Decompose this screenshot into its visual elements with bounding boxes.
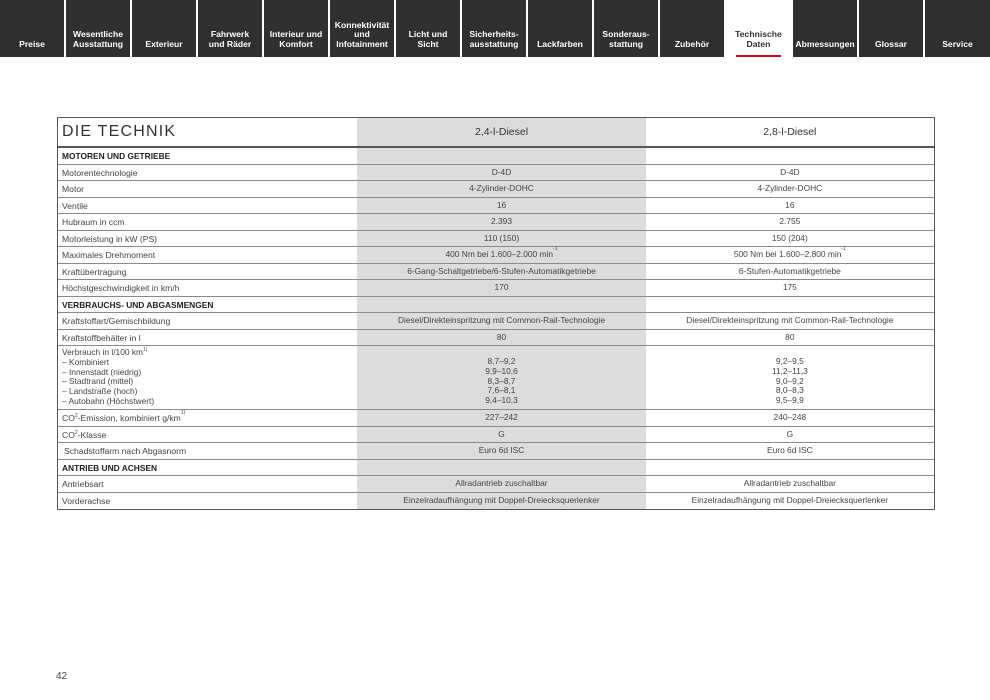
consumption-value: 8,7–9,2 xyxy=(487,356,516,366)
row-value-col1: 16 xyxy=(357,198,645,214)
table-row xyxy=(58,493,934,510)
consumption-value: 8,3–8,7 xyxy=(487,375,516,386)
nav-tab-zubehoer[interactable]: Zubehör xyxy=(660,0,726,57)
nav-tab-wesentliche-ausstattung[interactable]: Wesentliche Ausstattung xyxy=(66,0,132,57)
consumption-sublabel: – Stadtrand (mittel) xyxy=(62,376,134,387)
row-label: CO $^2$ -Emission, kombiniert g/km 1) xyxy=(62,410,186,423)
table-row xyxy=(58,264,934,281)
superscript: 1) xyxy=(143,347,148,354)
section-row xyxy=(58,148,934,165)
label-text: -Emission, kombiniert g/km xyxy=(77,413,181,423)
nav-tab-preise[interactable]: Preise xyxy=(0,0,66,57)
row-value-col2: 6-Stufen-Automatikgetriebe xyxy=(738,265,841,276)
section-fill xyxy=(357,460,645,476)
consumption-value: 11,2–11,3 xyxy=(771,365,808,376)
table-row xyxy=(58,313,934,330)
label-text: -Klasse xyxy=(77,429,107,440)
section-title-motoren: MOTOREN UND GETRIEBE xyxy=(62,151,171,161)
consumption-sublabel: – Landstraße (hoch) xyxy=(62,386,138,397)
row-value-col2: Diesel/Direkteinspritzung mit Common-Rail-Technologie xyxy=(686,315,894,325)
row-value-col1: 400 Nm bei 1.600–2.000 min -1 xyxy=(357,247,645,263)
table-row xyxy=(58,280,934,297)
label-text: CO xyxy=(62,429,75,440)
row-value-col1: 227–242 xyxy=(357,410,645,426)
consumption-value: 9,9–10,6 xyxy=(485,365,518,376)
label-text: Verbrauch in l/100 km xyxy=(62,347,144,357)
top-navigation xyxy=(0,0,990,57)
table-row xyxy=(58,165,934,182)
nav-tab-abmessungen[interactable]: Abmessungen xyxy=(793,0,859,57)
consumption-sublabel: – Kombiniert xyxy=(62,356,110,367)
page-number: 42 xyxy=(56,671,68,682)
consumption-sublabel: – Autobahn (Höchstwert) xyxy=(62,395,155,406)
row-value-col2: 4-Zylinder-DOHC xyxy=(757,183,823,193)
nav-tab-sicherheit[interactable]: Sicherheits- ausstattung xyxy=(462,0,528,57)
row-value-col1: 2.393 xyxy=(357,214,645,230)
section-fill xyxy=(646,460,934,476)
consumption-value: 9,0–9,2 xyxy=(775,375,804,386)
label-text: CO xyxy=(62,413,75,423)
table-row-consumption xyxy=(58,346,934,410)
row-value-col1: 80 xyxy=(357,330,645,346)
row-value-col2: 175 xyxy=(782,282,797,292)
consumption-sublabel: – Innenstadt (niedrig) xyxy=(62,366,142,377)
row-label: Hubraum in ccm xyxy=(62,217,125,227)
consumption-value: 9,2–9,5 xyxy=(775,356,804,366)
nav-tab-sonderausstattung[interactable]: Sonderaus- stattung xyxy=(594,0,660,57)
column-header-28-diesel: 2,8-l-Diesel xyxy=(763,126,817,138)
subscript: 2 xyxy=(74,413,78,419)
nav-tab-service[interactable]: Service xyxy=(925,0,990,57)
row-label xyxy=(58,346,357,409)
table-row xyxy=(58,330,934,347)
row-value-col1: 110 (150) xyxy=(357,231,645,247)
section-fill xyxy=(646,297,934,313)
row-label: Motor xyxy=(62,184,84,194)
table-row xyxy=(58,198,934,215)
value-text: 400 Nm bei 1.600–2.000 min xyxy=(445,249,554,259)
table-row xyxy=(58,247,934,264)
row-label: Vorderachse xyxy=(62,495,111,506)
row-value-col1: G xyxy=(357,427,645,443)
table-row xyxy=(58,443,934,460)
nav-tab-exterieur[interactable]: Exterieur xyxy=(132,0,198,57)
table-row xyxy=(58,214,934,231)
consumption-value: 7,6–8,1 xyxy=(487,385,516,396)
row-label: Kraftstoffbehälter in l xyxy=(62,332,141,343)
section-fill xyxy=(646,148,934,164)
row-value-col1 xyxy=(357,346,645,409)
nav-tab-technische-daten[interactable]: Technische Daten xyxy=(726,0,793,57)
section-fill xyxy=(357,297,645,313)
table-row xyxy=(58,476,934,493)
row-value-col1: D-4D xyxy=(357,165,645,181)
row-value-col1: Euro 6d ISC xyxy=(357,443,645,459)
table-row xyxy=(58,410,934,427)
consumption-value: 9,5–9,9 xyxy=(775,395,804,406)
table-row xyxy=(58,181,934,198)
row-label: Motorleistung in kW (PS) xyxy=(62,233,158,244)
row-label xyxy=(58,427,357,443)
row-value-col1: 4-Zylinder-DOHC xyxy=(357,181,645,197)
consumption-value: 9,4–10,3 xyxy=(485,395,518,406)
section-row xyxy=(58,297,934,314)
row-value-col1: 170 xyxy=(357,280,645,296)
row-value-col1: Allradantrieb zuschaltbar xyxy=(357,476,645,492)
row-value-col2: 80 xyxy=(785,331,795,342)
section-row xyxy=(58,460,934,477)
nav-tab-licht[interactable]: Licht und Sicht xyxy=(396,0,462,57)
row-value-col2: Euro 6d ISC xyxy=(767,445,813,455)
section-title-verbrauch: VERBRAUCHS- UND ABGASMENGEN xyxy=(62,299,214,310)
column-header-24-diesel: 2,4-l-Diesel xyxy=(357,118,645,146)
row-label: Antriebsart xyxy=(62,479,104,489)
row-value-col2: 2.755 xyxy=(779,216,801,226)
nav-tab-fahrwerk[interactable]: Fahrwerk und Räder xyxy=(198,0,264,57)
row-value-col2: G xyxy=(786,428,794,439)
row-value-col2: 500 Nm bei 1.600–2.800 min -1 xyxy=(733,246,846,259)
nav-tab-lackfarben[interactable]: Lackfarben xyxy=(528,0,594,57)
nav-tab-glossar[interactable]: Glossar xyxy=(859,0,925,57)
table-title: DIE TECHNIK xyxy=(62,123,177,140)
nav-tab-konnektivitaet[interactable]: Konnektivität und Infotainment xyxy=(330,0,396,57)
row-value-col2: D-4D xyxy=(780,166,800,177)
row-label: Kraftstoffart/Gemischbildung xyxy=(62,316,171,326)
row-value-col2: Einzelradaufhängung mit Doppel-Dreiecksquerlenker xyxy=(691,494,889,505)
row-value-col1: Diesel/Direkteinspritzung mit Common-Rail-Technologie xyxy=(357,313,645,329)
row-value-col2: Allradantrieb zuschaltbar xyxy=(743,478,836,488)
row-label: Maximales Drehmoment xyxy=(62,250,156,260)
row-value-col1: Einzelradaufhängung mit Doppel-Dreiecksquerlenker xyxy=(357,493,645,510)
row-value-col2: 240–248 xyxy=(773,412,807,422)
row-value-col2: 16 xyxy=(785,199,795,210)
row-value-col2 xyxy=(646,346,934,409)
row-value-col1: 6-Gang-Schaltgetriebe/6-Stufen-Automatikgetriebe xyxy=(357,264,645,280)
technical-data-table xyxy=(57,117,935,510)
table-header-row xyxy=(58,118,934,148)
nav-tab-interieur[interactable]: Interieur und Komfort xyxy=(264,0,330,57)
subscript: 2 xyxy=(74,429,78,436)
section-title-antrieb: ANTRIEB UND ACHSEN xyxy=(62,462,158,473)
row-label: Motorentechnologie xyxy=(62,167,138,178)
section-fill xyxy=(357,148,645,164)
row-label: Ventile xyxy=(62,200,88,211)
row-label: Schadstoffarm nach Abgasnorm xyxy=(64,446,187,456)
table-row xyxy=(58,427,934,444)
row-value-col2: 150 (204) xyxy=(771,232,808,243)
consumption-value: 8,0–8,3 xyxy=(775,385,804,396)
table-row xyxy=(58,231,934,248)
value-text: 500 Nm bei 1.600–2.800 min xyxy=(733,249,842,259)
row-label: Höchstgeschwindigkeit in km/h xyxy=(62,283,180,293)
row-label: Kraftübertragung xyxy=(62,266,127,277)
